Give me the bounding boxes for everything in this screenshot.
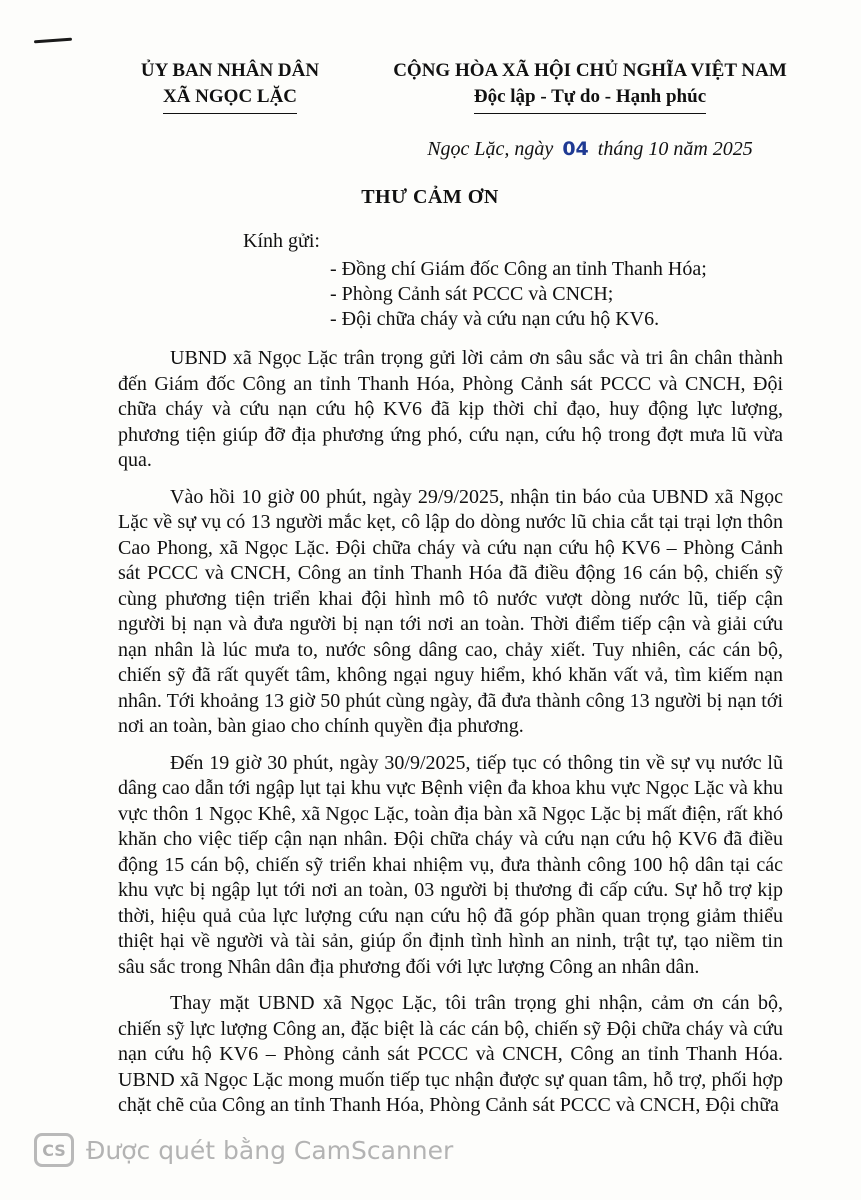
recipient-item: - Đồng chí Giám đốc Công an tỉnh Thanh Hóa; xyxy=(330,258,707,280)
camscanner-logo-icon: CS xyxy=(34,1133,74,1167)
scanner-watermark xyxy=(34,1128,453,1172)
body-paragraph: Đến 19 giờ 30 phút, ngày 30/9/2025, tiếp tục có thông tin về sự vụ nước lũ dâng cao dẫn tới ngập lụt tại khu vực Bệnh viện đa khoa khu vực Ngọc Lặc và khu vực thôn 1 Ngọc Khê, xã Ngọc Lặc, toàn địa bàn xã Ngọc Lặc bị mất điện, rất khó khăn cho việc tiếp cận nạn nhân. Đội chữa cháy và cứu nạn cứu hộ KV6 đã điều động 15 cán bộ, chiến sỹ triển khai nhiệm vụ, đưa thành công 100 hộ dân tại các khu vực bị ngập lụt tới nơi an toàn, 03 người bị thương đi cấp cứu. Sự hỗ trợ kịp thời, hiệu quả của lực lượng cứu nạn cứu hộ đã góp phần quan trọng giảm thiểu thiệt hại về người và tài sản, giúp ổn định tình hình an ninh, trật tự, tạo niềm tin sâu sắc trong Nhân dân địa phương đối với lực lượng Công an nhân dân. xyxy=(118,751,783,978)
salutation: Kính gửi: xyxy=(243,230,320,252)
place-date xyxy=(380,138,800,161)
handwritten-day: 04 xyxy=(562,138,589,160)
body-paragraph: Vào hồi 10 giờ 00 phút, ngày 29/9/2025, nhận tin báo của UBND xã Ngọc Lặc về sự vụ có 13 người mắc kẹt, cô lập do dòng nước lũ chia cắt tại trại lợn thôn Cao Phong, xã Ngọc Lặc. Đội chữa cháy và cứu nạn cứu hộ KV6 – Phòng Cảnh sát PCCC và CNCH, Công an tỉnh Thanh Hóa đã điều động 16 cán bộ, chiến sỹ cùng phương tiện triển khai đội hình mô tô nước vượt dòng nước lũ, tiếp cận người bị nạn và đưa người bị nạn tới nơi an toàn. Thời điểm tiếp cận và giải cứu nạn nhân là lúc mưa to, nước sông dâng cao, chảy xiết. Tuy nhiên, các cán bộ, chiến sỹ đã rất quyết tâm, không ngại nguy hiểm, khó khăn vất vả, tìm kiếm nạn nhân. Tới khoảng 13 giờ 50 phút cùng ngày, đã đưa thành công 13 người bị nạn tới nơi an toàn, bàn giao cho chính quyền địa phương. xyxy=(118,485,783,737)
national-title xyxy=(370,58,810,114)
authority-line-1: ỦY BAN NHÂN DÂN xyxy=(140,60,320,81)
recipient-list xyxy=(330,257,707,332)
scan-mark xyxy=(34,38,72,44)
body-paragraph: UBND xã Ngọc Lặc trân trọng gửi lời cảm ơn sâu sắc và tri ân chân thành đến Giám đốc Công an tỉnh Thanh Hóa, Phòng Cảnh sát PCCC và CNCH, Đội chữa cháy và cứu nạn cứu hộ KV6 đã kịp thời chỉ đạo, huy động lực lượng, phương tiện giúp đỡ địa phương ứng phó, cứu nạn, cứu hộ trong đợt mưa lũ vừa qua. xyxy=(118,347,783,471)
place-date-suffix: tháng 10 năm 2025 xyxy=(597,138,753,160)
national-motto: Độc lập - Tự do - Hạnh phúc xyxy=(474,84,706,114)
place-date-prefix: Ngọc Lặc, ngày xyxy=(427,138,554,160)
recipient-item: - Đội chữa cháy và cứu nạn cứu hộ KV6. xyxy=(330,308,660,330)
watermark-text: Được quét bằng CamScanner xyxy=(86,1135,454,1165)
issuing-authority xyxy=(110,58,350,114)
document-title: THƯ CẢM ƠN xyxy=(361,186,499,208)
recipient-item: - Phòng Cảnh sát PCCC và CNCH; xyxy=(330,283,614,305)
country-name: CỘNG HÒA XÃ HỘI CHỦ NGHĨA VIỆT NAM xyxy=(393,60,787,81)
body-paragraph: Thay mặt UBND xã Ngọc Lặc, tôi trân trọng ghi nhận, cảm ơn cán bộ, chiến sỹ lực lượng Công an, đặc biệt là các cán bộ, chiến sỹ Đội chữa cháy và cứu nạn cứu hộ KV6 – Phòng cảnh sát PCCC và CNCH, Công an tỉnh Thanh Hóa. UBND xã Ngọc Lặc mong muốn tiếp tục nhận được sự quan tâm, hỗ trợ, phối hợp chặt chẽ của Công an tỉnh Thanh Hóa, Phòng Cảnh sát PCCC và CNCH, Đội chữa xyxy=(118,992,783,1116)
authority-line-2: XÃ NGỌC LẶC xyxy=(163,84,297,114)
letter-body xyxy=(118,346,783,1130)
